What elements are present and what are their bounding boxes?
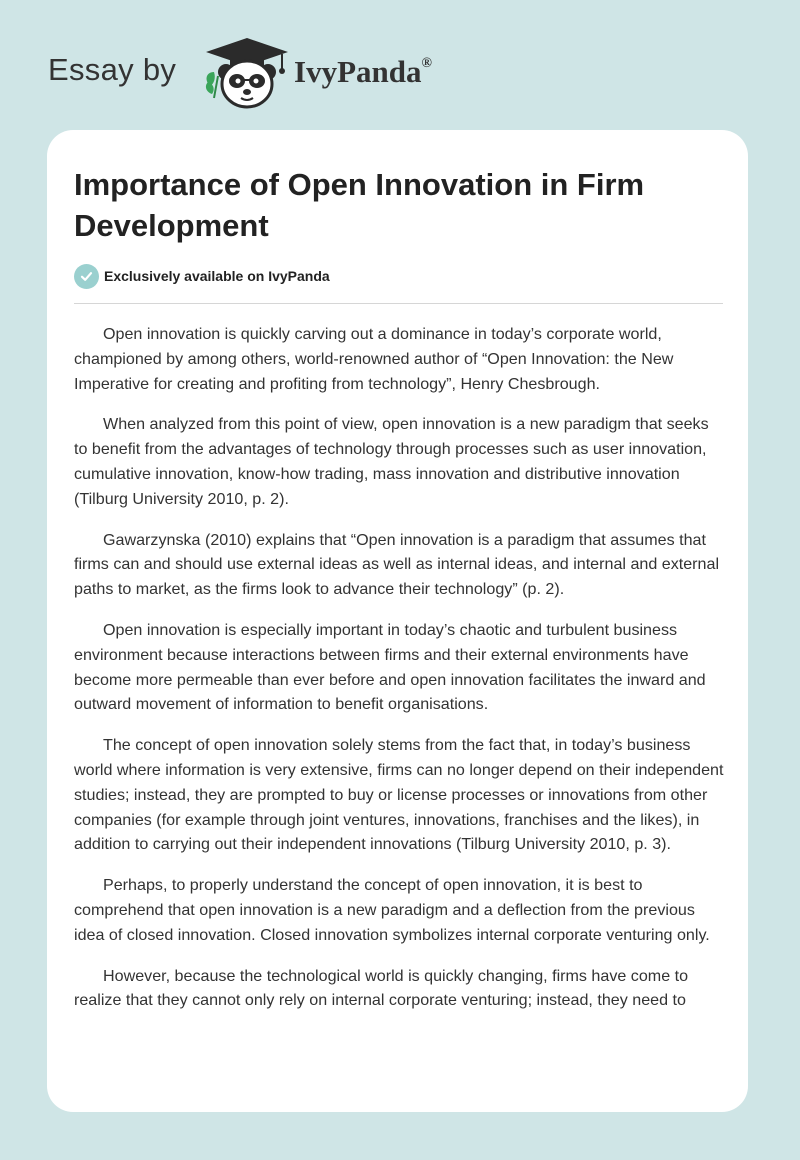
paragraph: When analyzed from this point of view, open innovation is a new paradigm that seeks to benefit from the advantages of technology through processes such as user innovation, cumulative innovation, know-how trading, mass innovation and distributive innovation (Tilburg University 2010, p. 2). <box>74 415 709 508</box>
registered-mark: ® <box>421 56 432 71</box>
check-icon <box>74 264 99 289</box>
paragraph: Perhaps, to properly understand the concept of open innovation, it is best to comprehend that open innovation is a new paradigm and a deflection from the previous idea of closed innovation. Closed innovation symbolizes internal corporate venturing only. <box>74 876 710 944</box>
exclusive-badge <box>74 263 330 289</box>
page-title: Importance of Open Innovation in Firm Development <box>74 167 645 243</box>
brand-prefix: Essay by <box>48 52 177 87</box>
exclusive-label: Exclusively available on IvyPanda <box>104 268 330 284</box>
paragraph: Gawarzynska (2010) explains that “Open innovation is a paradigm that assumes that firms can and should use external ideas as well as internal ideas, and internal and external paths to market, as the firms look to advance their technology” (p. 2). <box>74 530 720 599</box>
article-body <box>74 322 724 1029</box>
paragraph: Open innovation is especially important in today’s chaotic and turbulent business environment because interactions between firms and their external environments have become more permeable than ever before and open innovation facilitates the inward and outward movement of information to benefit organisations. <box>74 620 706 714</box>
brand-name[interactable] <box>294 54 432 90</box>
site-header <box>48 34 548 114</box>
paragraph: However, because the technological world is quickly changing, firms have come to realize that they cannot only rely on internal corporate venturing; instead, they need to <box>74 966 689 1010</box>
paragraph: Open innovation is quickly carving out a dominance in today’s corporate world, championed by among others, world-renowned author of “Open Innovation: the New Imperative for creating and profiting from technology”, Henry Chesbrough. <box>74 325 674 393</box>
panda-graduation-cap-icon[interactable] <box>202 36 292 110</box>
paragraph: The concept of open innovation solely stems from the fact that, in today’s business world where information is very extensive, firms can no longer depend on their independent studies; instead, they are prompted to buy or license processes or innovations from other companies (for example through joint ventures, innovations, franchises and the likes), in addition to carrying out their independent innovations (Tilburg University 2010, p. 3). <box>74 736 724 854</box>
article-card <box>47 130 748 1112</box>
brand-name-text: IvyPanda <box>294 54 422 89</box>
divider <box>74 303 723 304</box>
